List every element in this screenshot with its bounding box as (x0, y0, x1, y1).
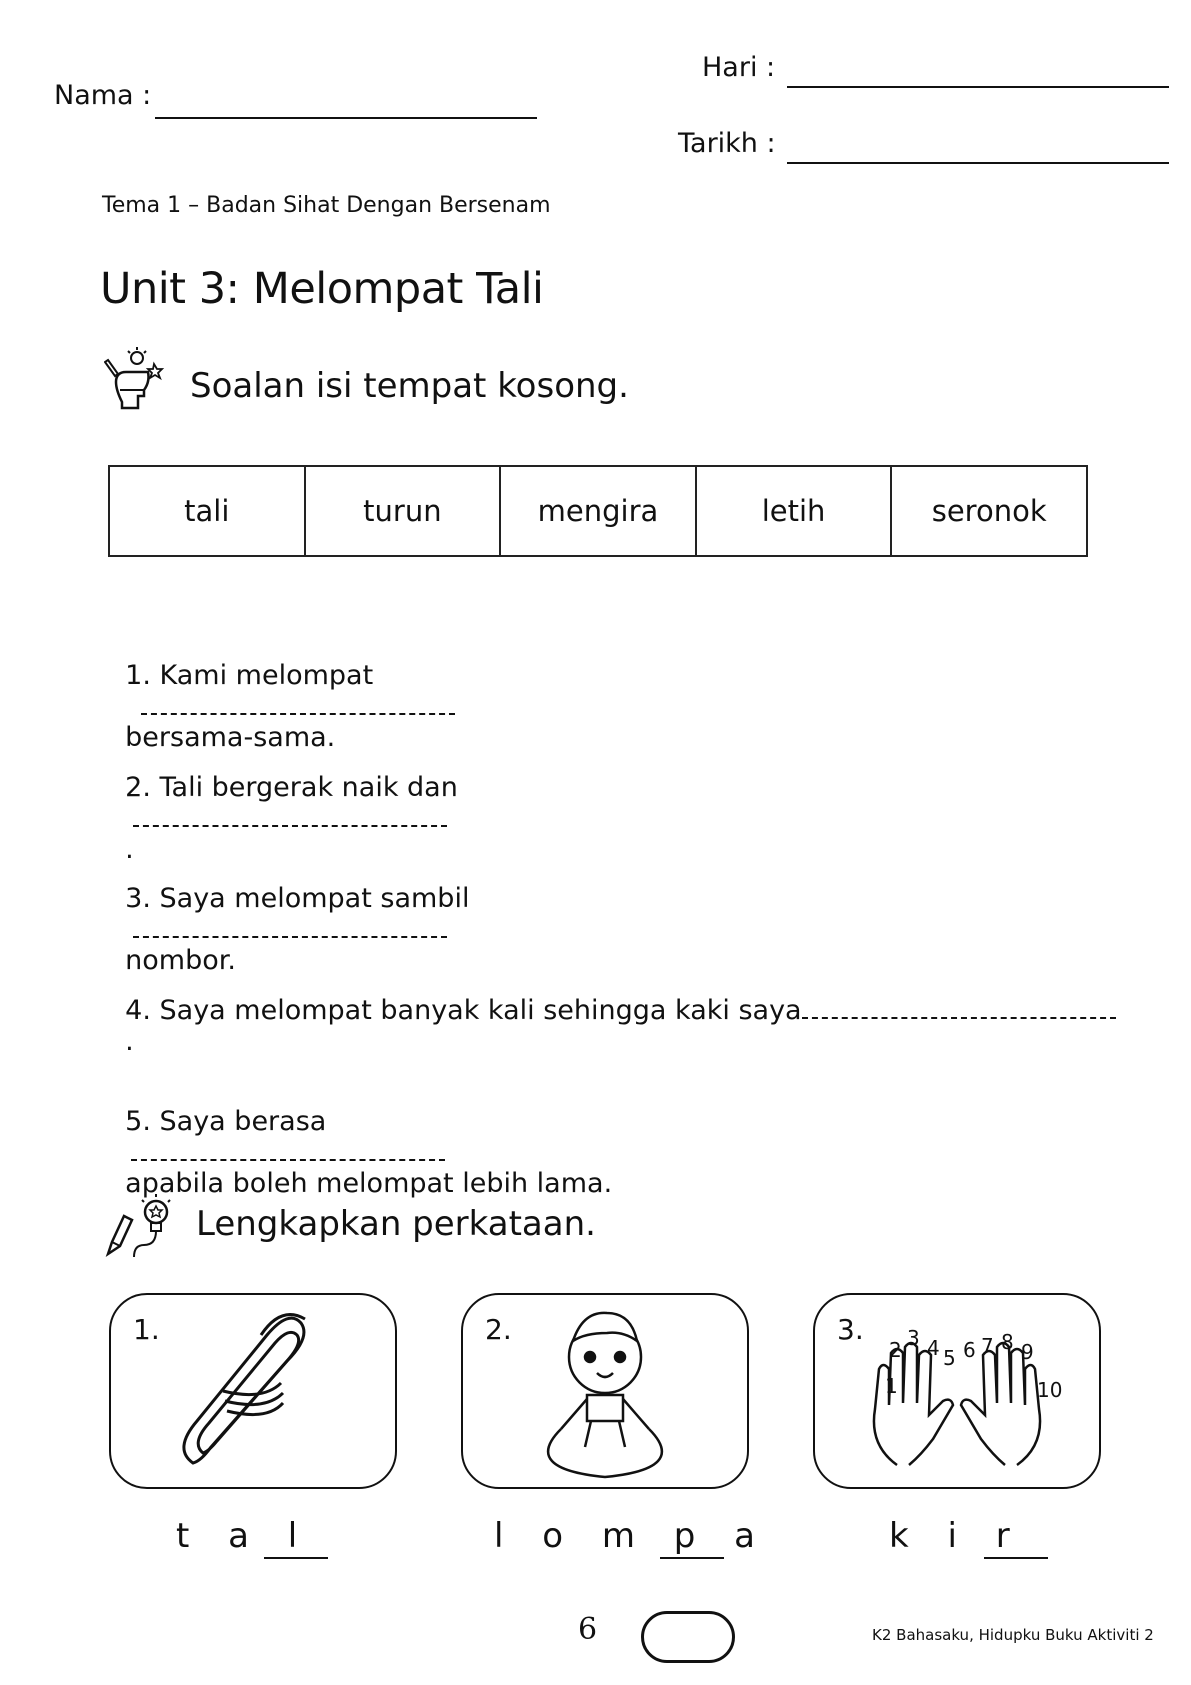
card-number: 3. (837, 1313, 864, 1346)
question-text: nombor. (125, 945, 236, 976)
counting-hands-icon (815, 1295, 1099, 1487)
count-digit: 9 (1021, 1340, 1034, 1364)
count-digit: 7 (981, 1334, 994, 1358)
picture-card-3 (813, 1293, 1101, 1489)
count-digit: 10 (1037, 1378, 1063, 1402)
question-text: . (125, 834, 134, 865)
pencil-lightbulb-icon (104, 1192, 174, 1262)
word-bank-item: tali (109, 466, 305, 556)
question-text: . (125, 1026, 134, 1057)
question-text: 4. Saya melompat banyak kali sehingga kaki saya (125, 995, 802, 1026)
word-bank-item: letih (696, 466, 892, 556)
nama-field[interactable] (155, 117, 537, 119)
thinking-head-lightbulb-icon (104, 346, 166, 422)
book-title: K2 Bahasaku, Hidupku Buku Aktiviti 2 (872, 1626, 1154, 1644)
partial-word-1: t a l (176, 1516, 312, 1556)
score-box[interactable] (641, 1611, 735, 1663)
hari-field[interactable] (787, 86, 1169, 88)
answer-blank[interactable] (133, 811, 447, 827)
question-text: bersama-sama. (125, 722, 336, 753)
question-1 (108, 629, 471, 753)
answer-blank[interactable] (133, 922, 447, 938)
hari-label: Hari : (702, 52, 776, 83)
question-text: 1. Kami melompat (125, 660, 374, 691)
letter-blank-1[interactable] (264, 1557, 328, 1559)
letter-blank-2[interactable] (660, 1557, 724, 1559)
count-digit: 2 (889, 1338, 902, 1362)
answer-blank[interactable] (131, 1145, 445, 1161)
count-digit: 6 (963, 1338, 976, 1362)
theme-heading: Tema 1 – Badan Sihat Dengan Bersenam (102, 193, 551, 218)
unit-title: Unit 3: Melompat Tali (100, 264, 544, 314)
question-5 (108, 1075, 612, 1199)
partial-word-3: k i r (889, 1516, 1024, 1556)
count-digit: 4 (927, 1336, 940, 1360)
count-digit: 1 (885, 1374, 898, 1398)
question-text: 2. Tali bergerak naik dan (125, 772, 458, 803)
nama-label: Nama : (54, 80, 152, 111)
picture-card-1 (109, 1293, 397, 1489)
count-digit: 8 (1001, 1330, 1014, 1354)
question-3 (108, 852, 469, 976)
question-text: 5. Saya berasa (125, 1106, 327, 1137)
card-number: 2. (485, 1313, 512, 1346)
picture-card-2 (461, 1293, 749, 1489)
word-bank-item: seronok (891, 466, 1087, 556)
section1-instruction: Soalan isi tempat kosong. (190, 366, 629, 406)
question-4 (108, 964, 1124, 1057)
count-digit: 5 (943, 1346, 956, 1370)
section2-instruction: Lengkapkan perkataan. (196, 1204, 596, 1244)
answer-blank[interactable] (802, 1003, 1116, 1019)
boy-skipping-rope-icon (463, 1295, 747, 1487)
count-digit: 3 (907, 1326, 920, 1350)
word-bank-table (108, 465, 1088, 557)
tarikh-label: Tarikh : (678, 128, 776, 159)
word-bank-item: turun (305, 466, 501, 556)
question-2 (108, 741, 458, 865)
partial-word-2: l o m p a (494, 1516, 770, 1556)
coiled-rope-icon (111, 1295, 395, 1487)
answer-blank[interactable] (141, 699, 455, 715)
question-text: apabila boleh melompat lebih lama. (125, 1168, 613, 1199)
question-text: 3. Saya melompat sambil (125, 883, 470, 914)
tarikh-field[interactable] (787, 162, 1169, 164)
word-bank-item: mengira (500, 466, 696, 556)
letter-blank-3[interactable] (984, 1557, 1048, 1559)
card-number: 1. (133, 1313, 160, 1346)
page-number: 6 (578, 1612, 598, 1647)
